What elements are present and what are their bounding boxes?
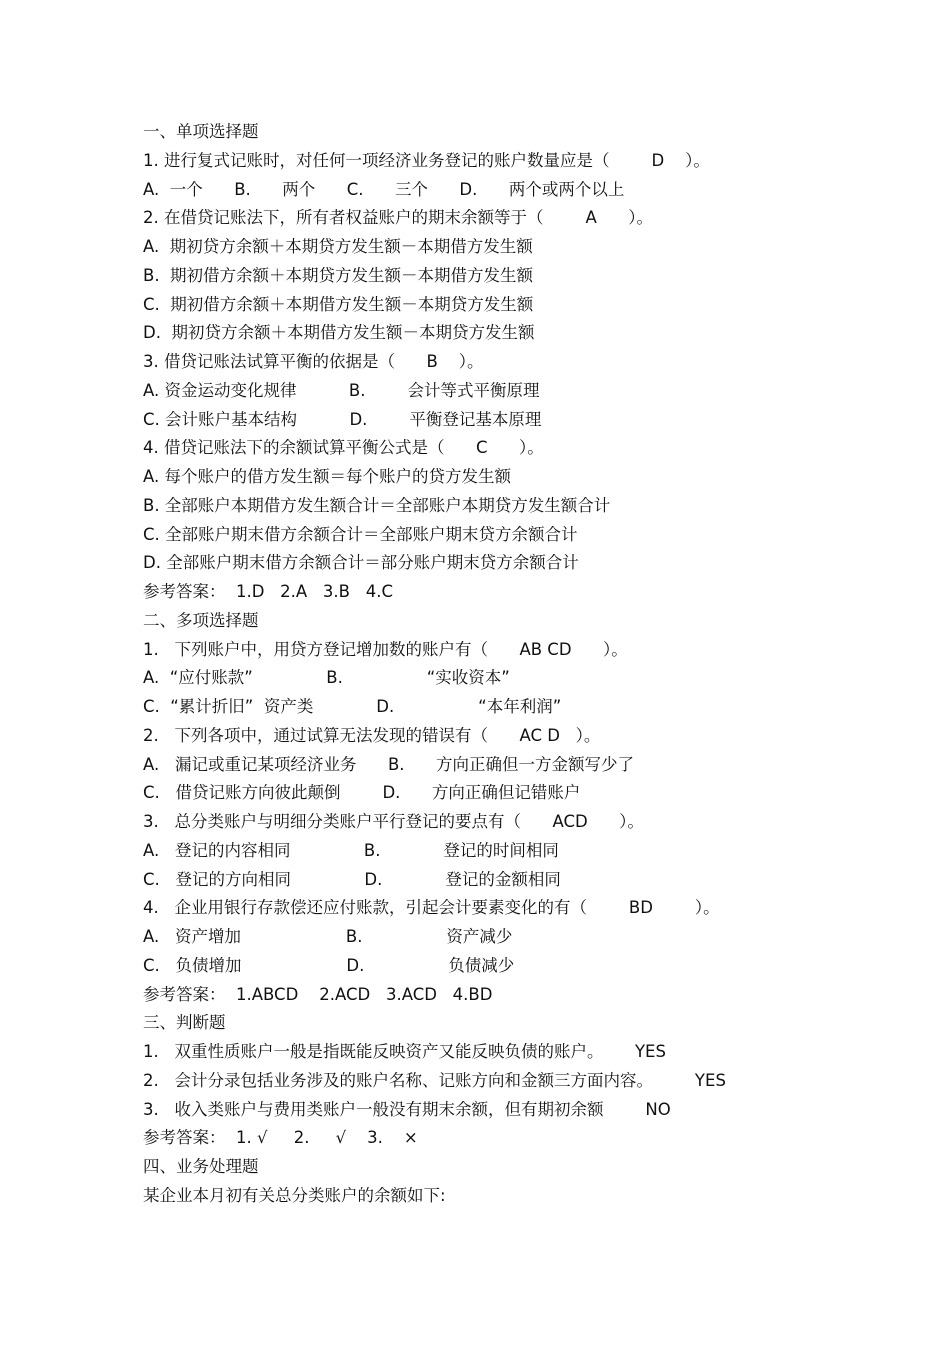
question-text: 1. 下列账户中，用贷方登记增加数的账户有（ AB CD ）。 <box>143 639 628 659</box>
question-text: 4. 企业用银行存款偿还应付账款，引起会计要素变化的有（ BD ）。 <box>143 898 720 918</box>
question-options: C. 借贷记账方向彼此颠倒 D. 方向正确但记错账户 <box>143 783 581 803</box>
question-options: A. 漏记或重记某项经济业务 B. 方向正确但一方金额写少了 <box>143 754 634 774</box>
question-option: D. 期初贷方余额＋本期借方发生额－本期贷方发生额 <box>143 323 535 343</box>
question-option: C. 期初借方余额＋本期借方发生额－本期贷方发生额 <box>143 294 534 314</box>
question-text: 4. 借贷记账法下的余额试算平衡公式是（ C ）。 <box>143 438 544 458</box>
question-text: 2. 下列各项中，通过试算无法发现的错误有（ AC D ）。 <box>143 725 601 745</box>
section-heading-true-false: 三、判断题 <box>143 1013 226 1033</box>
question-option: A. 期初贷方余额＋本期贷方发生额－本期借方发生额 <box>143 237 533 256</box>
question-options: C. 负债增加 D. 负债减少 <box>143 955 515 975</box>
question-text: 3. 总分类账户与明细分类账户平行登记的要点有（ ACD ）。 <box>143 812 644 831</box>
question-options: A. 登记的内容相同 B. 登记的时间相同 <box>143 840 559 860</box>
answer-key: 参考答案： 1.ABCD 2.ACD 3.ACD 4.BD <box>143 984 493 1004</box>
statement-text: 3. 收入类账户与费用类账户一般没有期末余额，但有期初余额 NO <box>143 1099 671 1119</box>
question-text: 1. 进行复式记账时，对任何一项经济业务登记的账户数量应是（ D ）。 <box>143 150 710 170</box>
problem-intro: 某企业本月初有关总分类账户的余额如下: <box>143 1185 446 1205</box>
question-option: A. 每个账户的借方发生额＝每个账户的贷方发生额 <box>143 467 511 486</box>
question-options: C. 会计账户基本结构 D. 平衡登记基本原理 <box>143 409 542 429</box>
answer-key: 参考答案： 1. √ 2. √ 3. × <box>143 1128 418 1148</box>
question-text: 3. 借贷记账法试算平衡的依据是（ B ）。 <box>143 352 484 371</box>
section-heading-single-choice: 一、单项选择题 <box>143 122 259 141</box>
question-options: A. 一个 B. 两个 C. 三个 D. 两个或两个以上 <box>143 179 625 199</box>
question-option: C. 全部账户期末借方余额合计＝全部账户期末贷方余额合计 <box>143 524 578 544</box>
question-options: C. “累计折旧” 资产类 D. “本年利润” <box>143 697 562 716</box>
question-options: A. 资产增加 B. 资产减少 <box>143 927 513 946</box>
document-body <box>143 118 863 1211</box>
section-heading-multiple-choice: 二、多项选择题 <box>143 610 259 630</box>
question-option: B. 全部账户本期借方发生额合计＝全部账户本期贷方发生额合计 <box>143 495 611 515</box>
answer-key: 参考答案： 1.D 2.A 3.B 4.C <box>143 582 393 601</box>
question-option: B. 期初借方余额＋本期贷方发生额－本期借方发生额 <box>143 265 534 285</box>
question-options: A. “应付账款” B. “实收资本” <box>143 668 510 688</box>
statement-text: 2. 会计分录包括业务涉及的账户名称、记账方向和金额三方面内容。 YES <box>143 1070 726 1090</box>
question-options: A. 资金运动变化规律 B. 会计等式平衡原理 <box>143 380 540 400</box>
question-option: D. 全部账户期末借方余额合计＝部分账户期末贷方余额合计 <box>143 553 579 573</box>
statement-text: 1. 双重性质账户一般是指既能反映资产又能反映负债的账户。 YES <box>143 1042 666 1061</box>
section-heading-business-processing: 四、业务处理题 <box>143 1157 259 1176</box>
question-options: C. 登记的方向相同 D. 登记的金额相同 <box>143 869 561 889</box>
question-text: 2. 在借贷记账法下，所有者权益账户的期末余额等于（ A ）。 <box>143 208 653 228</box>
